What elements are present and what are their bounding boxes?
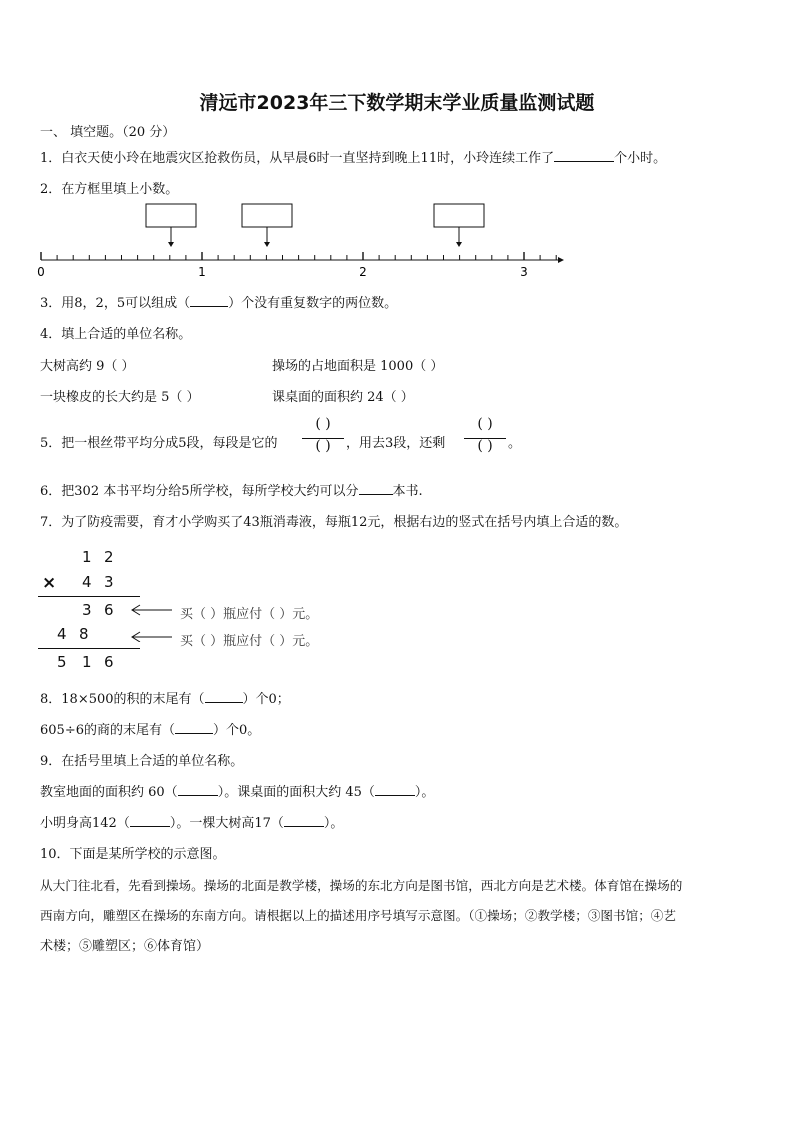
question-7-text: 7．为了防疫需要，育才小学购买了43瓶消毒液，每瓶12元，根据右边的竖式在括号内填上合适的数。 (40, 515, 628, 530)
digit: 5 (57, 653, 67, 671)
question-8a-text: 8．18×500的积的末尾有（ (40, 692, 205, 707)
multiply-icon: × (42, 573, 57, 593)
digit: 4 (57, 625, 67, 643)
digit: 6 (104, 601, 114, 619)
question-1-text: 1．白衣天使小玲在地震灾区抢救伤员，从早晨6时一直坚持到晚上11时，小玲连续工作了 (40, 151, 555, 166)
answer-box-3[interactable] (434, 204, 484, 227)
question-6-text: 6．把302 本书平均分给5所学校，每所学校大约可以分 (40, 484, 359, 499)
question-9a (40, 781, 434, 800)
answer-blank[interactable] (205, 690, 243, 703)
answer-blank[interactable] (178, 783, 218, 796)
question-8a-tail: ）个0； (242, 692, 290, 707)
digit: 3 (104, 573, 114, 591)
question-5-text: 5．把一根丝带平均分成5段，每段是它的 (40, 436, 278, 451)
tick-label: 1 (198, 265, 206, 279)
question-4-text: 4．填上合适的单位名称。 (40, 327, 192, 342)
question-4d: 课桌面的面积约 24（ ） (272, 390, 414, 405)
question-8b (40, 719, 260, 738)
fraction-blank-1[interactable] (300, 416, 346, 462)
denominator[interactable]: ( ) (315, 438, 331, 454)
question-4c: 一块橡皮的长大约是 5（ ） (40, 390, 200, 405)
question-9-text: 9．在括号里填上合适的单位名称。 (40, 754, 244, 769)
numerator[interactable]: ( ) (315, 416, 331, 432)
answer-box-1[interactable] (146, 204, 196, 227)
tick-label: 3 (520, 265, 528, 279)
question-9a-text: 教室地面的面积约 60（ (40, 785, 178, 800)
divider-line (38, 596, 140, 597)
question-2-text: 2．在方框里填上小数。 (40, 182, 179, 197)
answer-blank[interactable] (130, 814, 170, 827)
answer-blank[interactable] (375, 783, 415, 796)
question-10-para-1: 从大门往北看，先看到操场。操场的北面是教学楼，操场的东北方向是图书馆，西北方向是艺术楼。体育馆在操场的 (40, 878, 683, 893)
digit: 2 (104, 548, 114, 566)
digit: 8 (79, 625, 89, 643)
page-title: 清远市2023年三下数学期末学业质量监测试题 (199, 92, 595, 114)
digit: 1 (82, 653, 92, 671)
annotation-line-1: 买（ ）瓶应付（ ）元。 (180, 607, 319, 622)
question-1-tail: 个小时。 (614, 151, 667, 166)
answer-box-2[interactable] (242, 204, 292, 227)
question-3-text: 3．用8，2，5可以组成（ (40, 296, 191, 311)
question-4a: 大树高约 9（ ） (40, 359, 135, 374)
question-10-para-3: 术楼；⑤雕塑区；⑥体育馆） (40, 939, 210, 954)
question-9b (40, 812, 343, 831)
question-9a-tail: ）。 (414, 785, 435, 800)
fraction-blank-2[interactable] (462, 416, 508, 462)
answer-blank[interactable] (554, 149, 614, 162)
digit: 3 (82, 601, 92, 619)
numerator[interactable]: ( ) (477, 416, 493, 432)
denominator[interactable]: ( ) (477, 438, 493, 454)
number-line (34, 198, 574, 283)
question-10-para-2: 西南方向，雕塑区在操场的东南方向。请根据以上的描述用序号填写示意图。（①操场；②教学楼；③图书馆；④艺 (40, 908, 676, 923)
question-9b-mid: ）。一棵大树高17（ (169, 816, 284, 831)
answer-blank[interactable] (359, 482, 393, 495)
question-5-end: 。 (508, 436, 522, 451)
question-6-tail: 本书. (392, 484, 423, 499)
arrow-left-icon (128, 602, 178, 642)
section-heading: 一、 填空题。（20 分） (40, 125, 176, 140)
question-9b-text: 小明身高142（ (40, 816, 130, 831)
tick-marks (41, 252, 556, 260)
question-1 (40, 147, 666, 166)
answer-blank[interactable] (284, 814, 324, 827)
answer-blank[interactable] (175, 721, 213, 734)
digit: 1 (82, 548, 92, 566)
question-4b: 操场的占地面积是 1000（ ） (272, 359, 444, 374)
divider-line (38, 648, 140, 649)
question-8b-text: 605÷6的商的末尾有（ (40, 723, 175, 738)
question-10-text: 10．下面是某所学校的示意图。 (40, 847, 226, 862)
digit: 6 (104, 653, 114, 671)
tick-label: 0 (37, 265, 45, 279)
question-9a-mid: ）。课桌面的面积大约 45（ (217, 785, 375, 800)
tick-label: 2 (359, 265, 367, 279)
vertical-multiplication (30, 540, 370, 675)
question-6 (40, 480, 423, 499)
annotation-line-2: 买（ ）瓶应付（ ）元。 (180, 634, 319, 649)
digit: 4 (82, 573, 92, 591)
question-5-mid: ，用去3段，还剩 (346, 436, 446, 451)
question-8b-tail: ）个0。 (212, 723, 261, 738)
question-9b-tail: ）。 (323, 816, 344, 831)
answer-blank[interactable] (190, 294, 228, 307)
question-3-tail: ）个没有重复数字的两位数。 (228, 296, 398, 311)
question-8a (40, 688, 290, 707)
question-3 (40, 292, 397, 311)
